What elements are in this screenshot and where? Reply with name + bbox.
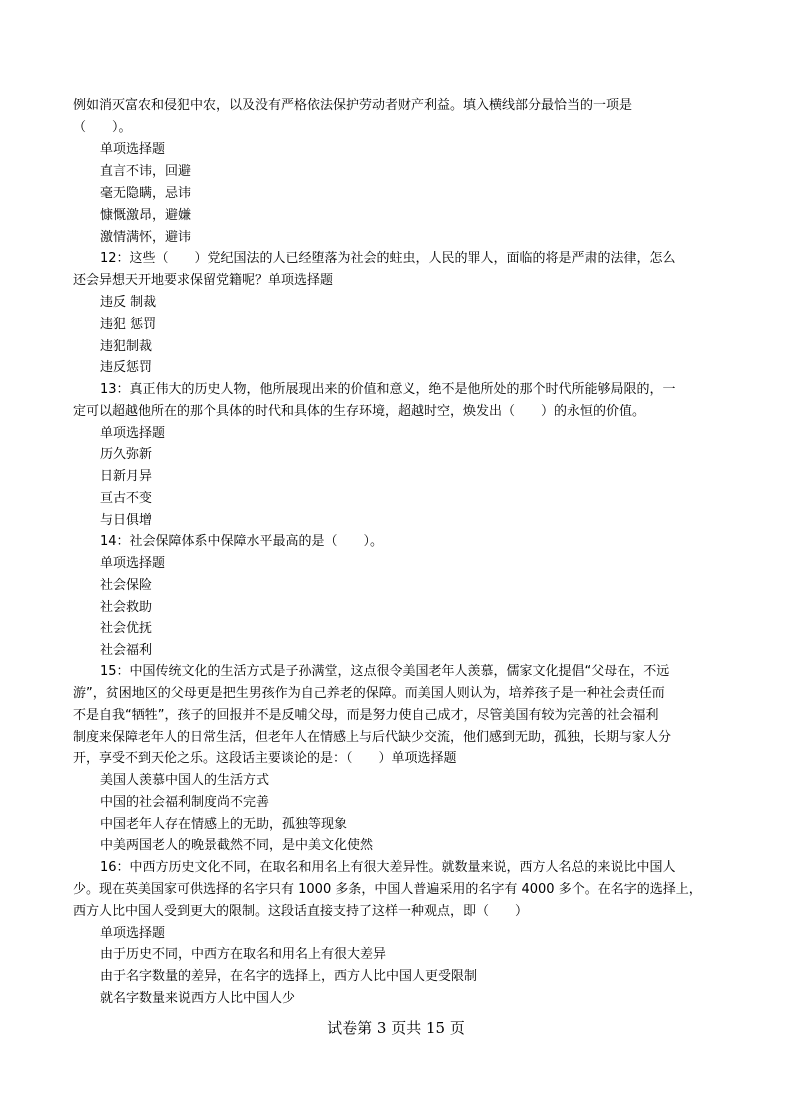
answer-option: 亘古不变: [100, 491, 153, 506]
question-text: 还会异想天开地要求保留党籍呢？单项选择题: [73, 273, 334, 288]
question-text: 游”，贫困地区的父母更是把生男孩作为自己养老的保障。而美国人则认为，培养孩子是一种社会责任而: [73, 686, 665, 701]
page-footer: 试卷第 3 页共 15 页: [327, 1019, 465, 1037]
question-text: 制度来保障老年人的日常生活，但老年人在情感上与后代缺少交流，他们感到无助，孤独，长期与家人分: [73, 730, 672, 745]
answer-option: 由于历史不同，中西方在取名和用名上有很大差异: [100, 947, 387, 962]
question-text: 14：社会保障体系中保障水平最高的是（ ）。: [100, 534, 384, 549]
answer-option: 与日俱增: [100, 513, 153, 528]
question-text: 16：中西方历史文化不同，在取名和用名上有很大差异性。就数量来说，西方人名总的来说比中国人: [100, 860, 676, 875]
question-text: 12：这些（ ）党纪国法的人已经堕落为社会的蛀虫，人民的罪人，面临的将是严肃的法律，怎么: [100, 251, 676, 266]
answer-option: 直言不讳，回避: [100, 164, 192, 179]
answer-option: 违犯制裁: [100, 339, 153, 354]
answer-option: 激情满怀，避讳: [100, 230, 192, 245]
answer-option: 由于名字数量的差异，在名字的选择上，西方人比中国人更受限制: [100, 969, 478, 984]
answer-option: 社会福利: [100, 643, 153, 658]
question-text: 不是自我“牺牲”，孩子的回报并不是反哺父母，而是努力使自己成才，尽管美国有较为完善的社会福利: [73, 708, 659, 723]
question-text: 少。现在英美国家可供选择的名字只有 1000 多条，中国人普遍采用的名字有 4000 多个。在名字的选择上，: [73, 882, 702, 897]
question-type-label: 单项选择题: [100, 426, 166, 441]
answer-option: 慷慨激昂，避嫌: [100, 208, 192, 223]
answer-option: 美国人羡慕中国人的生活方式: [100, 773, 270, 788]
answer-option: 违反 制裁: [100, 295, 157, 310]
answer-option: 中国老年人存在情感上的无助，孤独等现象: [100, 817, 348, 832]
answer-option: 历久弥新: [100, 447, 153, 462]
answer-option: 中国的社会福利制度尚不完善: [100, 795, 270, 810]
answer-option: 社会优抚: [100, 621, 153, 636]
answer-option: 中美两国老人的晚景截然不同，是中美文化使然: [100, 838, 374, 853]
answer-option: 社会救助: [100, 600, 153, 615]
question-type-label: 单项选择题: [100, 556, 166, 571]
question-text: 定可以超越他所在的那个具体的时代和具体的生存环境，超越时空，焕发出（ ）的永恒的价值。: [73, 404, 646, 419]
question-type-label: 单项选择题: [100, 926, 166, 941]
answer-option: 日新月异: [100, 469, 153, 484]
text-line: （ ）。: [73, 120, 132, 135]
answer-option: 违反惩罚: [100, 360, 153, 375]
question-text: 13：真正伟大的历史人物，他所展现出来的价值和意义，绝不是他所处的那个时代所能够局限的，一: [100, 382, 676, 397]
question-text: 西方人比中国人受到更大的限制。这段话直接支持了这样一种观点，即（ ）: [73, 904, 529, 919]
question-text: 15：中国传统文化的生活方式是子孙满堂，这点很令美国老年人羡慕，儒家文化提倡“父母在，不远: [100, 664, 670, 679]
question-text: 开，享受不到天伦之乐。这段话主要谈论的是：（ ）单项选择题: [73, 751, 457, 766]
answer-option: 就名字数量来说西方人比中国人少: [100, 991, 296, 1006]
answer-option: 违犯 惩罚: [100, 317, 157, 332]
answer-option: 社会保险: [100, 578, 153, 593]
text-line: 例如消灭富农和侵犯中农，以及没有严格依法保护劳动者财产利益。填入横线部分最恰当的一项是: [73, 98, 633, 113]
answer-option: 毫无隐瞒，忌讳: [100, 186, 192, 201]
question-type-label: 单项选择题: [100, 142, 166, 157]
